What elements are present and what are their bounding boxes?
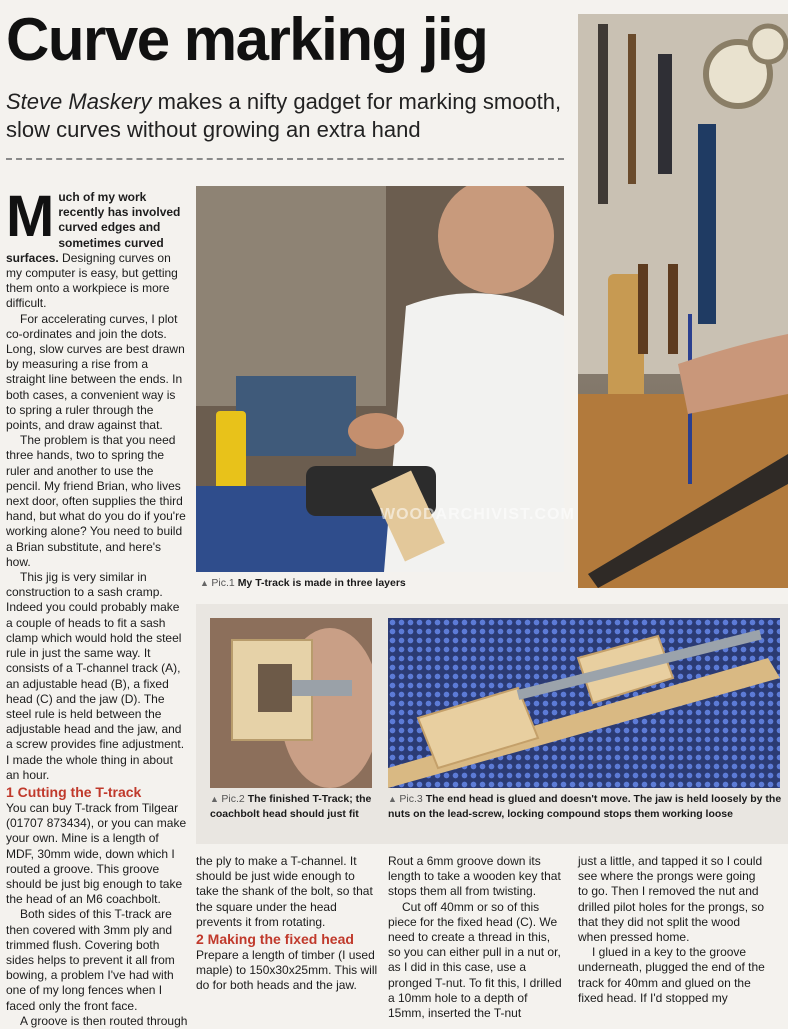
section-heading-1: 1 Cutting the T-track bbox=[6, 783, 142, 800]
body-paragraph: I glued in a key to the groove underneath, plugged the end of the track for 40mm and glued on the fixed head. If I'd stopped my bbox=[578, 945, 765, 1005]
article-title: Curve marking jig bbox=[6, 6, 488, 73]
body-paragraph: Both sides of this T-track are then covered with 3mm ply and trimmed flush. Covering both sides helps to prevent it all from bowing, a problem I've had with one of my long fences when I faced only the front face. bbox=[6, 907, 175, 1013]
intro-rest: Designing curves on my computer is easy, but getting them onto a workpiece is more difficult. bbox=[6, 250, 178, 311]
intro-lead: uch of my work recently has involved curved edges and sometimes curved surfaces. bbox=[6, 190, 181, 265]
body-paragraph: The problem is that you need three hands, two to spring the ruler and another to use the pencil. My friend Brian, who lives next door, often supplies the third hand, but what do you do if you're working alone? You need to build a Brian substitute, and here's how. bbox=[6, 433, 186, 569]
caption-pic3 bbox=[388, 792, 784, 822]
body-paragraph: For accelerating curves, I plot co-ordinates and join the dots. Long, slow curves are best drawn by measuring a rise from a straight line between the ends. In both cases, a convenient way is to spring a ruler through the points, and draw against that. bbox=[6, 311, 185, 433]
caption-number: Pic.2 bbox=[221, 793, 245, 805]
author-name: Steve Maskery bbox=[6, 89, 152, 114]
caption-triangle-icon: ▲ bbox=[210, 794, 222, 804]
body-column-2 bbox=[196, 854, 378, 994]
body-paragraph: just a little, and tapped it so I could see where the prongs were going to go. Then I removed the nut and drilled pilot holes for the prongs, so that they did not split the wood when pressed home. bbox=[578, 854, 765, 945]
workshop-wall-illustration bbox=[578, 14, 788, 588]
body-paragraph: the ply to make a T-channel. It should be just wide enough to take the shank of the bolt, so that the square under the head prevents it from rotating. bbox=[196, 854, 373, 929]
caption-text: My T-track is made in three layers bbox=[237, 577, 406, 589]
caption-number: Pic.3 bbox=[399, 793, 423, 805]
photo-end-head bbox=[388, 618, 780, 788]
body-paragraph: Rout a 6mm groove down its length to take a wooden key that stops them all from twisting. bbox=[388, 854, 561, 899]
body-paragraph: A groove is then routed through bbox=[20, 1013, 188, 1028]
end-head-illustration bbox=[388, 618, 780, 788]
standfirst bbox=[6, 88, 568, 144]
body-column-4 bbox=[578, 854, 768, 1006]
body-paragraph: Cut off 40mm or so of this piece for the fixed head (C). We need to create a thread in this, so you can either pull in a nut or, as I did in this case, use a pronged T-nut. To fit this, I drilled a 10mm hole to a depth of 15mm, inserted the T-nut bbox=[388, 899, 562, 1021]
caption-text: The end head is glued and doesn't move. The jaw is held loosely by the nuts on the lead-screw, locking compound stops them working loose bbox=[388, 793, 782, 820]
watermark: WOODARCHIVIST.COM bbox=[380, 506, 575, 523]
photo-workshop-wall bbox=[578, 14, 788, 588]
standfirst-text: makes a nifty gadget for marking smooth, slow curves without growing an extra hand bbox=[6, 89, 562, 142]
caption-text: The finished T-Track; the coachbolt head should just fit bbox=[210, 793, 372, 820]
body-column-1 bbox=[6, 184, 188, 1029]
body-column-3 bbox=[388, 854, 566, 1021]
caption-pic2 bbox=[210, 792, 376, 822]
caption-pic1 bbox=[200, 576, 570, 591]
body-paragraph: You can buy T-track from Tilgear (01707 873434), or you can make your own. Mine is a length of MDF, 30mm wide, down which I routed a groove. This groove should be just big enough to take the head of an M6 coachbolt. bbox=[6, 800, 187, 907]
t-track-illustration bbox=[210, 618, 372, 788]
body-paragraph: Prepare a length of timber (I used maple) to 150x30x25mm. This will do for both heads and the jaw. bbox=[196, 948, 378, 993]
caption-number: Pic.1 bbox=[211, 577, 235, 589]
title-divider bbox=[6, 158, 564, 160]
caption-triangle-icon: ▲ bbox=[200, 578, 212, 588]
body-paragraph: This jig is very similar in construction to a sash cramp. Indeed you could probably make a couple of heads to fit a sash clamp which would hold the steel rule in just the same way. It consists of a T-channel track (A), an adjustable head (B), a fixed head (C) and the jaw (D). The steel rule is held between the adjustable head and the jaw, and a screw provides fine adjustment. I made the whole thing in about an hour. bbox=[6, 570, 185, 782]
caption-triangle-icon: ▲ bbox=[388, 794, 400, 804]
section-heading-2: 2 Making the fixed head bbox=[196, 931, 354, 948]
intro-paragraph bbox=[6, 184, 188, 312]
photo-t-track-end bbox=[210, 618, 372, 788]
drop-cap: M bbox=[6, 184, 55, 249]
